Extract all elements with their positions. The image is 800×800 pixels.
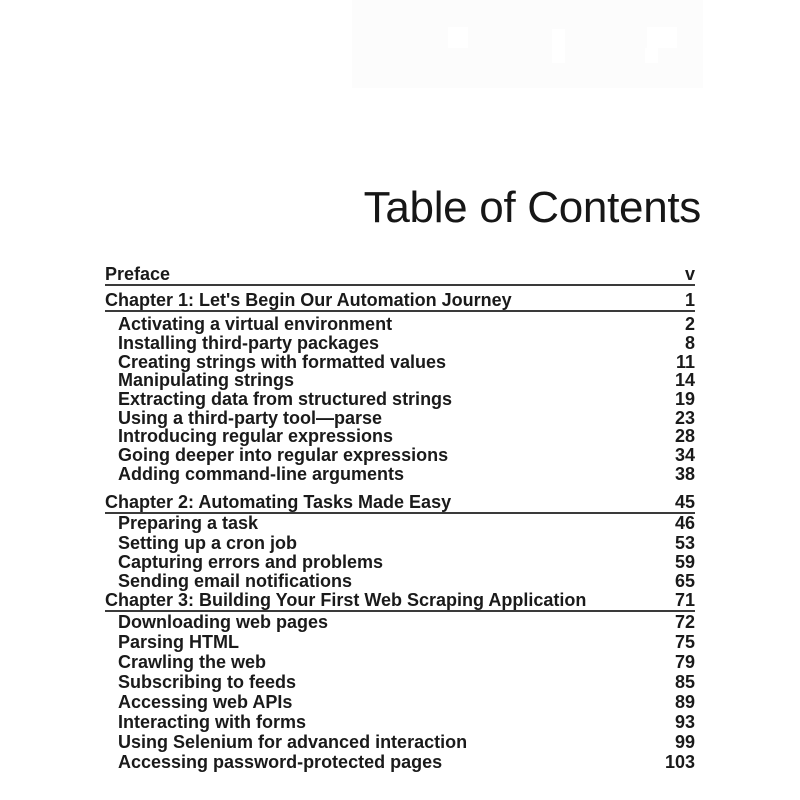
toc-heading-row — [105, 492, 695, 514]
toc-section-row — [105, 314, 695, 334]
toc-entry-label: Chapter 2: Automating Tasks Made Easy — [105, 492, 452, 512]
toc-entry-page-number: 65 — [674, 571, 695, 591]
toc-section-row — [105, 612, 695, 632]
toc-entry-page-number: 53 — [674, 533, 695, 553]
toc-section-row — [105, 389, 695, 409]
toc-section-row — [105, 513, 695, 533]
toc-entry-label: Accessing password-protected pages — [118, 752, 443, 772]
toc-entry-label: Subscribing to feeds — [118, 672, 297, 692]
toc-entry-label: Setting up a cron job — [118, 533, 297, 553]
toc-heading-row — [105, 264, 695, 286]
toc-entry-label: Chapter 1: Let's Begin Our Automation Journey — [105, 290, 512, 310]
toc-entry-page-number: 75 — [674, 632, 695, 652]
toc-section-row — [105, 652, 695, 672]
toc-entry-label: Activating a virtual environment — [118, 314, 393, 334]
toc-section-row — [105, 426, 695, 446]
toc-entry-page-number: 89 — [674, 692, 695, 712]
toc-entry-label: Extracting data from structured strings — [118, 389, 453, 409]
toc-section-row — [105, 352, 695, 372]
toc-section-row — [105, 632, 695, 652]
toc-entry-label: Using a third-party tool—parse — [118, 408, 383, 428]
toc-entry-page-number: 85 — [674, 672, 695, 692]
toc-entry-page-number: 99 — [674, 732, 695, 752]
toc-entry-page-number: 8 — [684, 333, 695, 353]
toc-entry-label: Preface — [105, 264, 171, 284]
toc-entry-label: Chapter 3: Building Your First Web Scraping Application — [105, 590, 587, 610]
toc-section-row — [105, 370, 695, 390]
toc-entry-page-number: 23 — [674, 408, 695, 428]
toc-entry-label: Downloading web pages — [118, 612, 329, 632]
toc-section-row — [105, 692, 695, 712]
toc-entry-page-number: 71 — [674, 590, 695, 610]
toc-entry-label: Parsing HTML — [118, 632, 240, 652]
toc-entry-label: Introducing regular expressions — [118, 426, 394, 446]
toc-entry-label: Installing third-party packages — [118, 333, 380, 353]
toc-section-row — [105, 533, 695, 553]
toc-section-row — [105, 732, 695, 752]
toc-section-row — [105, 552, 695, 572]
toc-entry-page-number: 45 — [674, 492, 695, 512]
toc-entry-label: Capturing errors and problems — [118, 552, 384, 572]
toc-entry-page-number: 93 — [674, 712, 695, 732]
toc-entry-label: Crawling the web — [118, 652, 267, 672]
toc-entry-page-number: 19 — [674, 389, 695, 409]
toc-entry-page-number: 38 — [674, 464, 695, 484]
toc-entry-label: Adding command-line arguments — [118, 464, 405, 484]
toc-entry-page-number: 59 — [674, 552, 695, 572]
table-of-contents — [105, 0, 695, 800]
toc-entry-label: Sending email notifications — [118, 571, 353, 591]
toc-entry-page-number: v — [684, 264, 695, 284]
toc-section-row — [105, 464, 695, 484]
toc-heading-row — [105, 290, 695, 312]
toc-section-row — [105, 571, 695, 591]
toc-section-row — [105, 752, 695, 772]
toc-entry-label: Accessing web APIs — [118, 692, 293, 712]
toc-entry-label: Creating strings with formatted values — [118, 352, 447, 372]
toc-heading-row — [105, 590, 695, 612]
toc-entry-label: Using Selenium for advanced interaction — [118, 732, 468, 752]
toc-entry-page-number: 34 — [674, 445, 695, 465]
toc-entry-page-number: 103 — [664, 752, 695, 772]
toc-entry-label: Preparing a task — [118, 513, 259, 533]
toc-entry-label: Manipulating strings — [118, 370, 295, 390]
page-title: Table of Contents — [363, 183, 701, 232]
toc-section-row — [105, 445, 695, 465]
toc-entry-page-number: 14 — [674, 370, 695, 390]
toc-section-row — [105, 408, 695, 428]
toc-entry-page-number: 11 — [675, 352, 695, 372]
toc-section-row — [105, 333, 695, 353]
toc-entry-page-number: 28 — [674, 426, 695, 446]
toc-entry-page-number: 2 — [684, 314, 695, 334]
toc-entry-page-number: 72 — [674, 612, 695, 632]
toc-entry-page-number: 46 — [674, 513, 695, 533]
toc-entry-page-number: 1 — [684, 290, 695, 310]
toc-entry-label: Going deeper into regular expressions — [118, 445, 449, 465]
toc-entry-page-number: 79 — [674, 652, 695, 672]
toc-section-row — [105, 672, 695, 692]
toc-entry-label: Interacting with forms — [118, 712, 307, 732]
toc-section-row — [105, 712, 695, 732]
